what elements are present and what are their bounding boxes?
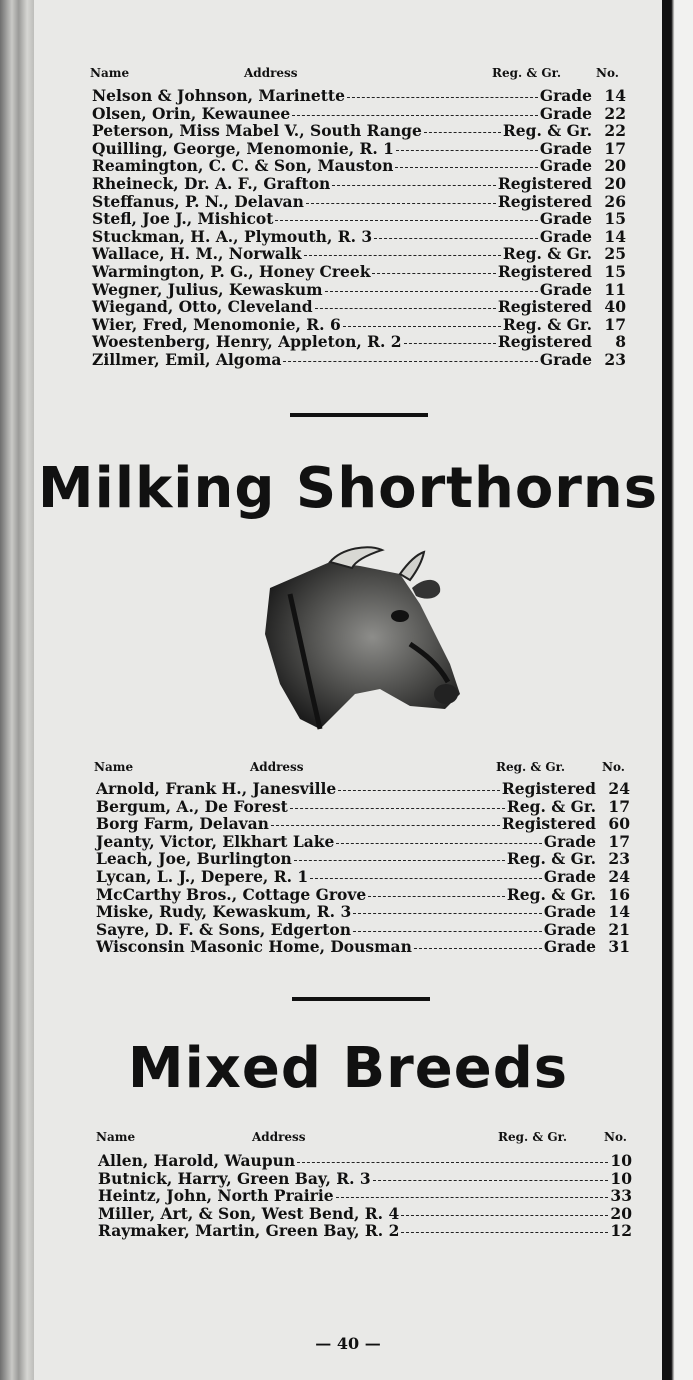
entry-name: Olsen, Orin, Kewaunee xyxy=(92,103,291,123)
entry-name: Wier, Fred, Menomonie, R. 6 xyxy=(92,314,341,334)
page-edge xyxy=(662,0,693,1380)
list-item xyxy=(98,1152,632,1170)
entry-count: 60 xyxy=(608,814,630,834)
entry-count: 25 xyxy=(604,244,626,264)
entry-status: Registered xyxy=(497,261,592,281)
page xyxy=(34,0,662,1380)
entry-count: 14 xyxy=(604,226,626,246)
list-item xyxy=(98,1187,632,1205)
header-no: No. xyxy=(596,66,619,80)
entry-status: Grade xyxy=(543,937,596,957)
entry-status: Reg. & Gr. xyxy=(502,314,592,334)
entry-name: Arnold, Frank H., Janesville xyxy=(96,779,337,798)
book-spine xyxy=(0,0,34,1380)
list-item xyxy=(92,175,626,193)
leader-dots xyxy=(401,1222,608,1233)
leader-dots xyxy=(325,281,538,292)
entry-name: Wisconsin Masonic Home, Dousman xyxy=(96,937,412,957)
leader-dots xyxy=(304,245,501,256)
entry-name: Lycan, L. J., Depere, R. 1 xyxy=(96,866,309,886)
listing-mixed-breeds xyxy=(98,1152,632,1240)
entry-status: Grade xyxy=(543,831,596,851)
entry-status: Grade xyxy=(539,279,592,299)
list-item xyxy=(98,1222,632,1240)
entry-count: 14 xyxy=(608,902,630,922)
divider-rule xyxy=(292,997,430,1001)
leader-dots xyxy=(275,210,537,221)
header-reg: Reg. & Gr. xyxy=(498,1130,568,1144)
leader-dots xyxy=(297,1152,608,1163)
entry-count: 23 xyxy=(608,849,630,869)
list-item xyxy=(92,228,626,246)
list-item xyxy=(96,850,630,868)
header-reg: Reg. & Gr. xyxy=(492,66,562,80)
list-item xyxy=(96,903,630,921)
column-headers-milking xyxy=(94,760,630,776)
entry-name: Zillmer, Emil, Algoma xyxy=(92,349,282,369)
list-item xyxy=(96,886,630,904)
entry-name: Reamington, C. C. & Son, Mauston xyxy=(92,156,394,176)
entry-name: Heintz, John, North Prairie xyxy=(98,1186,334,1206)
list-item xyxy=(98,1170,632,1188)
list-item xyxy=(96,780,630,798)
leader-dots xyxy=(290,798,505,809)
header-name: Name xyxy=(96,1130,136,1144)
entry-name: McCarthy Bros., Cottage Grove xyxy=(96,884,367,904)
list-item xyxy=(92,333,626,351)
leader-dots xyxy=(338,780,500,791)
entry-count: 33 xyxy=(610,1186,632,1206)
entry-name: Warmington, P. G., Honey Creek xyxy=(92,261,371,281)
list-item xyxy=(96,868,630,886)
entry-status: Grade xyxy=(539,103,592,123)
header-name: Name xyxy=(94,760,134,774)
section-title-milking-shorthorns: Milking Shorthorns xyxy=(37,456,659,521)
header-address: Address xyxy=(244,66,298,80)
entry-status: Registered xyxy=(501,814,596,834)
list-item xyxy=(92,87,626,105)
leader-dots xyxy=(294,850,505,861)
entry-count: 17 xyxy=(604,314,626,334)
leader-dots xyxy=(372,263,495,274)
leader-dots xyxy=(336,1187,609,1198)
entry-count: 17 xyxy=(608,796,630,816)
list-item xyxy=(92,316,626,334)
entry-name: Quilling, George, Menomonie, R. 1 xyxy=(92,138,394,158)
entry-status: Registered xyxy=(497,191,592,211)
entry-count: 12 xyxy=(610,1221,632,1241)
entry-count: 14 xyxy=(604,86,626,105)
list-item xyxy=(98,1205,632,1223)
leader-dots xyxy=(368,886,505,897)
leader-dots xyxy=(315,298,496,309)
entry-name: Stefl, Joe J., Mishicot xyxy=(92,209,274,229)
entry-status: Grade xyxy=(543,866,596,886)
entry-count: 24 xyxy=(608,779,630,798)
entry-status: Registered xyxy=(501,779,596,798)
entry-name: Butnick, Harry, Green Bay, R. 3 xyxy=(98,1168,371,1188)
entry-count: 40 xyxy=(604,297,626,317)
header-address: Address xyxy=(252,1130,306,1144)
entry-status: Reg. & Gr. xyxy=(506,849,596,869)
list-item xyxy=(96,798,630,816)
divider-rule xyxy=(290,413,428,417)
entry-name: Jeanty, Victor, Elkhart Lake xyxy=(96,831,335,851)
entry-status: Grade xyxy=(539,349,592,369)
list-item xyxy=(92,298,626,316)
entry-status: Grade xyxy=(543,902,596,922)
header-address: Address xyxy=(250,760,304,774)
entry-name: Wiegand, Otto, Cleveland xyxy=(92,297,313,317)
leader-dots xyxy=(395,157,537,168)
entry-status: Registered xyxy=(497,173,592,193)
entry-name: Sayre, D. F. & Sons, Edgerton xyxy=(96,919,351,939)
entry-name: Miske, Rudy, Kewaskum, R. 3 xyxy=(96,902,352,922)
entry-count: 11 xyxy=(604,279,626,299)
entry-name: Leach, Joe, Burlington xyxy=(96,849,292,869)
leader-dots xyxy=(374,228,538,239)
entry-count: 20 xyxy=(610,1203,632,1223)
entry-name: Rheineck, Dr. A. F., Grafton xyxy=(92,173,331,193)
page-number: — 40 — xyxy=(315,1334,381,1353)
list-item xyxy=(92,140,626,158)
list-item xyxy=(92,210,626,228)
entry-status: Grade xyxy=(543,919,596,939)
entry-name: Bergum, A., De Forest xyxy=(96,796,288,816)
list-item xyxy=(92,245,626,263)
list-item xyxy=(96,833,630,851)
listing-milking-shorthorns xyxy=(96,780,630,956)
entry-count: 31 xyxy=(608,937,630,957)
entry-name: Miller, Art, & Son, West Bend, R. 4 xyxy=(98,1203,400,1223)
leader-dots xyxy=(404,333,496,344)
column-headers-mixed xyxy=(96,1130,632,1146)
entry-name: Wallace, H. M., Norwalk xyxy=(92,244,302,264)
list-item xyxy=(96,938,630,956)
entry-count: 22 xyxy=(604,121,626,141)
entry-name: Stuckman, H. A., Plymouth, R. 3 xyxy=(92,226,373,246)
entry-count: 21 xyxy=(608,919,630,939)
list-item xyxy=(96,921,630,939)
entry-count: 20 xyxy=(604,156,626,176)
entry-count: 15 xyxy=(604,261,626,281)
leader-dots xyxy=(306,193,496,204)
leader-dots xyxy=(310,868,542,879)
leader-dots xyxy=(424,122,501,133)
leader-dots xyxy=(332,175,496,186)
entry-count: 16 xyxy=(608,884,630,904)
leader-dots xyxy=(414,938,542,949)
leader-dots xyxy=(347,87,538,98)
entry-name: Borg Farm, Delavan xyxy=(96,814,269,834)
list-item xyxy=(92,122,626,140)
entry-status: Registered xyxy=(497,297,592,317)
listing-top xyxy=(92,87,626,369)
entry-name: Peterson, Miss Mabel V., South Range xyxy=(92,121,422,141)
entry-count: 8 xyxy=(615,332,626,352)
entry-count: 17 xyxy=(604,138,626,158)
entry-count: 15 xyxy=(604,209,626,229)
header-no: No. xyxy=(604,1130,627,1144)
header-reg: Reg. & Gr. xyxy=(496,760,566,774)
entry-count: 23 xyxy=(604,349,626,369)
list-item xyxy=(92,351,626,369)
entry-status: Registered xyxy=(497,332,592,352)
leader-dots xyxy=(396,140,538,151)
list-item xyxy=(92,281,626,299)
list-item xyxy=(92,193,626,211)
column-headers-top xyxy=(90,66,626,82)
list-item xyxy=(92,105,626,123)
leader-dots xyxy=(353,921,542,932)
leader-dots xyxy=(283,351,537,362)
entry-name: Wegner, Julius, Kewaskum xyxy=(92,279,323,299)
header-name: Name xyxy=(90,66,130,80)
leader-dots xyxy=(292,105,538,116)
leader-dots xyxy=(401,1205,608,1216)
entry-count: 26 xyxy=(604,191,626,211)
entry-status: Reg. & Gr. xyxy=(506,884,596,904)
entry-name: Woestenberg, Henry, Appleton, R. 2 xyxy=(92,332,402,352)
entry-name: Steffanus, P. N., Delavan xyxy=(92,191,304,211)
entry-status: Grade xyxy=(539,209,592,229)
entry-status: Reg. & Gr. xyxy=(502,121,592,141)
entry-name: Allen, Harold, Waupun xyxy=(98,1151,296,1170)
leader-dots xyxy=(343,316,501,327)
entry-status: Grade xyxy=(539,86,592,105)
entry-status: Reg. & Gr. xyxy=(506,796,596,816)
entry-status: Reg. & Gr. xyxy=(502,244,592,264)
leader-dots xyxy=(336,833,541,844)
entry-count: 22 xyxy=(604,103,626,123)
list-item xyxy=(92,263,626,281)
entry-status: Grade xyxy=(539,138,592,158)
entry-name: Raymaker, Martin, Green Bay, R. 2 xyxy=(98,1221,400,1241)
section-title-mixed-breeds: Mixed Breeds xyxy=(127,1036,569,1101)
entry-count: 10 xyxy=(610,1168,632,1188)
entry-status: Grade xyxy=(539,226,592,246)
entry-count: 10 xyxy=(610,1151,632,1170)
entry-status: Grade xyxy=(539,156,592,176)
leader-dots xyxy=(353,903,542,914)
entry-count: 17 xyxy=(608,831,630,851)
entry-count: 24 xyxy=(608,866,630,886)
leader-dots xyxy=(373,1170,609,1181)
header-no: No. xyxy=(602,760,625,774)
entry-count: 20 xyxy=(604,173,626,193)
list-item xyxy=(92,157,626,175)
list-item xyxy=(96,815,630,833)
entry-name: Nelson & Johnson, Marinette xyxy=(92,86,345,105)
leader-dots xyxy=(271,815,500,826)
cow-head-illustration xyxy=(260,544,460,732)
